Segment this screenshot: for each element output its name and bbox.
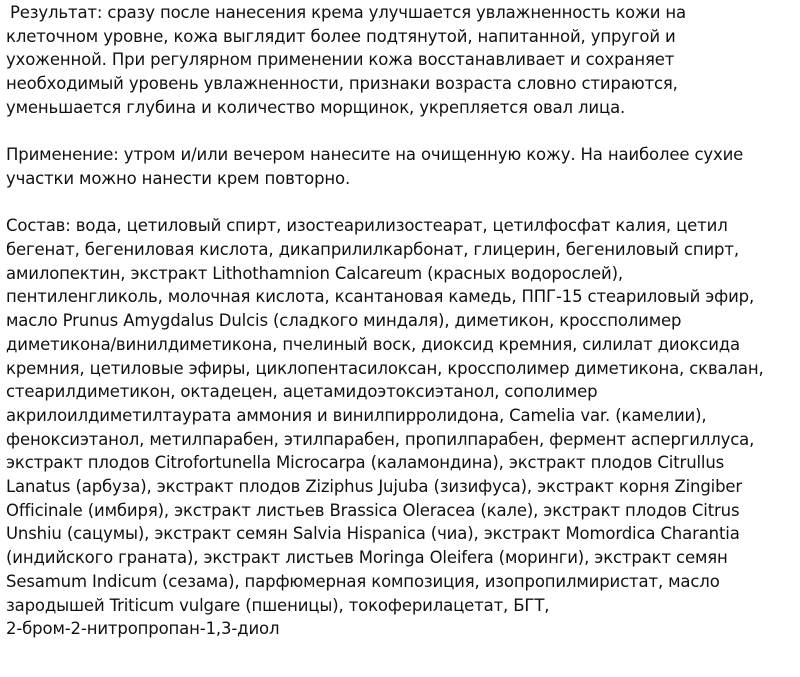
paragraph-spacer (6, 191, 794, 215)
usage-paragraph: Применение: утром и/или вечером нанесите на очищенную кожу. На наиболее сухие участки можно нанести крем повторно. (6, 145, 744, 188)
result-paragraph: Результат: сразу после нанесения крема улучшается увлажненность кожи на клеточном уровне, кожа выглядит более подтянутой, напитанной, упругой и ухоженной. При регулярном применении кожа восстанавливает и сохраняет необходимый уровень увлажненности, признаки возраста словно стираются, уменьшается глубина и количество морщинок, укрепляется овал лица. (6, 3, 686, 117)
paragraph-spacer (6, 120, 794, 144)
composition-paragraph: Состав: вода, цетиловый спирт, изостеарилизостеарат, цетилфосфат калия, цетил бегенат, бегениловая кислота, дикаприлилкарбонат, глицерин, бегениловый спирт, амилопектин, экстракт Lithothamnion Calcareum (красных водорослей), пентиленгликоль, молочная кислота, ксантановая камедь, ППГ-15 стеариловый эфир, масло Prunus Amygdalus Dulcis (сладкого миндаля), диметикон, кроссполимер диметикона/винилдиметикона, пчелиный воск, диоксид кремния, силилат диоксида кремния, цетиловые эфиры, циклопентасилоксан, кроссполимер диметикона, сквалан, стеарилдиметикон, октадецен, ацетамидоэтоксиэтанол, сополимер акрилоилдиметилтаурата аммония и винилпирролидона, Camelia var. (камелии), феноксиэтанол, метилпарабен, этилпарабен, пропилпарабен, фермент аспергиллуса, экстракт плодов Citrofortunella Microcarpa (каламондина), экстракт плодов Citrullus Lanatus (арбуза), экстракт плодов Ziziphus Jujuba (зизифуса), экстракт корня Zingiber Officinale (имбиря), экстракт листьев Brassica Oleracea (кале), экстракт плодов Citrus Unshiu (сацумы), экстракт семян Salvia Hispanica (чиа), экстракт Momordica Charantia (индийского граната), экстракт листьев Moringa Oleifera (моринги), экстракт семян Sesamum Indicum (сезама), парфюмерная композиция, изопропилмиристат, масло зародышей Triticum vulgare (пшеницы), токоферилацетат, БГТ, 2-бром-2-нитропропан-1,3-диол (6, 216, 764, 639)
